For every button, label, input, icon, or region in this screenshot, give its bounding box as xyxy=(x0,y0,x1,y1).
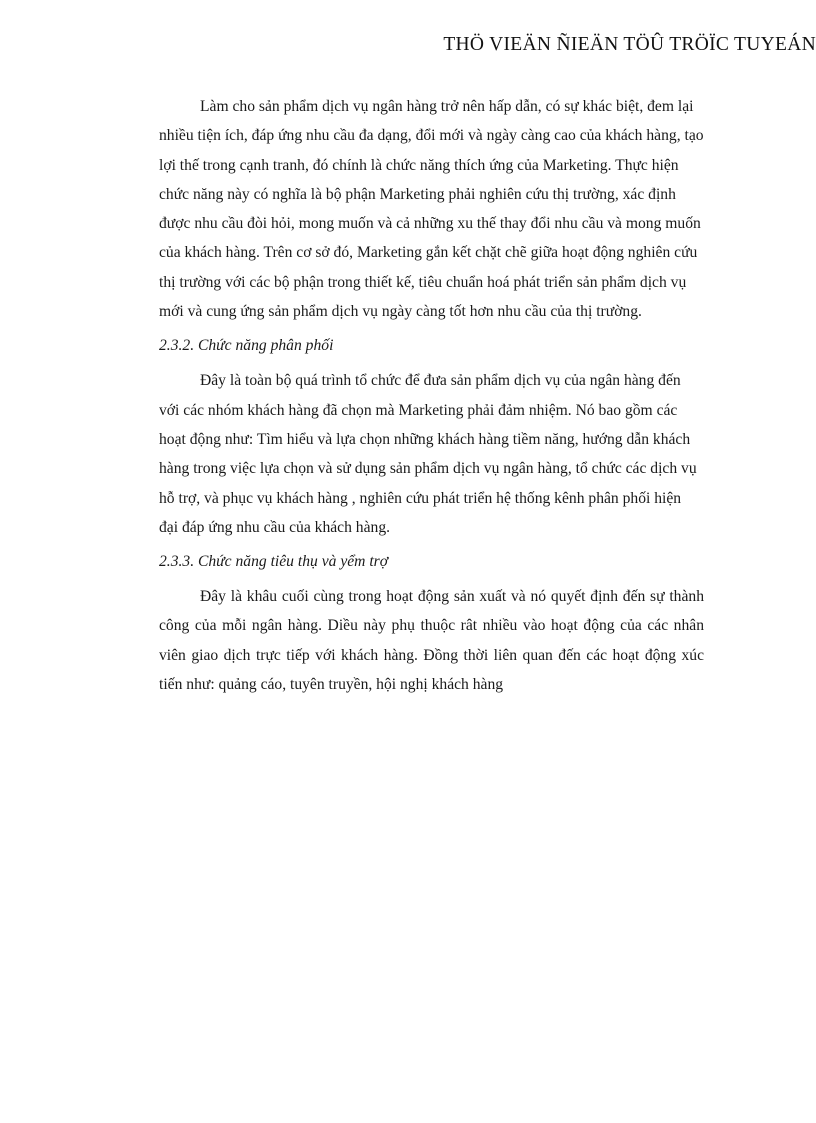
heading-consumption-support-function: 2.3.3. Chức năng tiêu thụ và yểm trợ xyxy=(159,553,389,571)
heading-distribution-function: 2.3.2. Chức năng phân phối xyxy=(159,337,334,355)
paragraph-distribution-function: Đây là toàn bộ quá trình tổ chức để đưa sản phẩm dịch vụ của ngân hàng đến với các nhóm khách hàng đã chọn mà Marketing phải đảm nhiệm. Nó bao gồm các hoạt động như: Tìm hiểu và lựa chọn những khách hàng tiềm năng, hướng dẫn khách hàng trong việc lựa chọn và sử dụng sản phẩm dịch vụ ngân hàng, tổ chức các dịch vụ hỗ trợ, và phục vụ khách hàng , nghiên cứu phát triển hệ thống kênh phân phối hiện đại đáp ứng nhu cầu của khách hàng. xyxy=(159,372,697,536)
paragraph-consumption-support-function: Đây là khâu cuối cùng trong hoạt động sản xuất và nó quyết định đến sự thành công của mỗi ngân hàng. Diều này phụ thuộc rât nhiều vào hoạt động của các nhân viên giao dịch trực tiếp với khách hàng. Đồng thời liên quan đến các hoạt động xúc tiến như: quảng cáo, tuyên truyền, hội nghị khách hàng xyxy=(159,588,704,694)
page-header: THÖ VIEÄN ÑIEÄN TÖÛ TRÖÏC TUYEÁN xyxy=(443,34,816,55)
document-body xyxy=(159,92,704,699)
paragraph-adaptation-function: Làm cho sản phẩm dịch vụ ngân hàng trở nên hấp dẫn, có sự khác biệt, đem lại nhiều tiện ích, đáp ứng nhu cầu đa dạng, đổi mới và ngày càng cao của khách hàng, tạo lợi thế trong cạnh tranh, đó chính là chức năng thích ứng của Marketing. Thực hiện chức năng này có nghĩa là bộ phận Marketing phải nghiên cứu thị trường, xác định được nhu cầu đòi hỏi, mong muốn và cả những xu thế thay đổi nhu cầu và mong muốn của khách hàng. Trên cơ sở đó, Marketing gắn kết chặt chẽ giữa hoạt động nghiên cứu thị trường với các bộ phận trong thiết kế, tiêu chuẩn hoá phát triển sản phẩm dịch vụ mới và cung ứng sản phẩm dịch vụ ngày càng tốt hơn nhu cầu của thị trường. xyxy=(159,98,704,321)
